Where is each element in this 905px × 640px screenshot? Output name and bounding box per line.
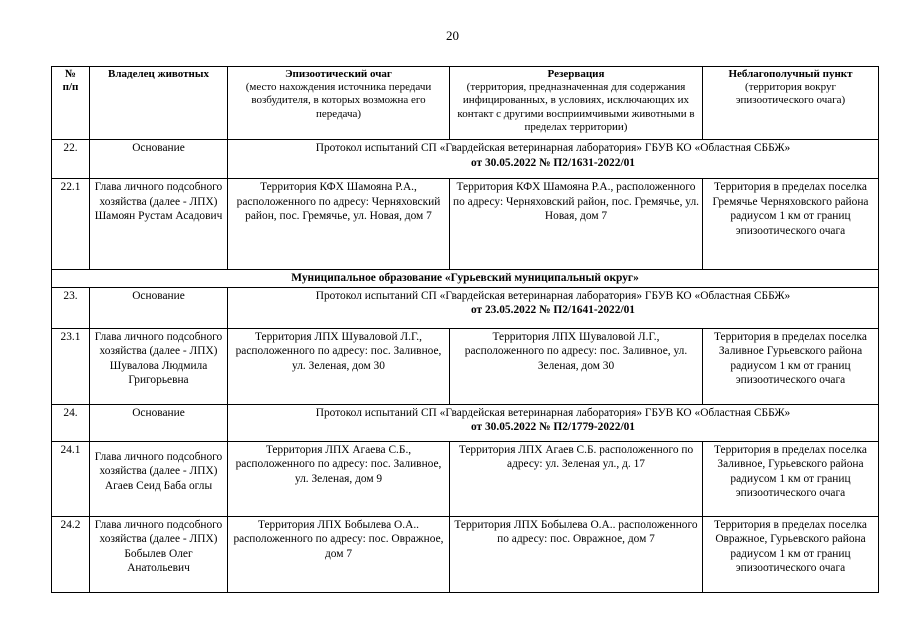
row-num: 23.1 bbox=[52, 328, 90, 404]
page-number: 20 bbox=[446, 28, 459, 43]
area-cell: Территория в пределах поселка Заливное, Гурьевского района радиусом 1 км от границ эпизоотического очага bbox=[703, 441, 879, 516]
owner-cell: Глава личного подсобного хозяйства (далее - ЛПХ) Бобылев Олег Анатольевич bbox=[90, 516, 228, 592]
row-num: 22.1 bbox=[52, 179, 90, 270]
table-row bbox=[52, 179, 879, 270]
reservation-cell: Территория КФХ Шамояна Р.А., расположенного по адресу: Черняховский район, пос. Гремячье, ул. Новая, дом 7 bbox=[450, 179, 703, 270]
header-area: Неблагополучный пункт (территория вокруг эпизоотического очага) bbox=[703, 67, 879, 140]
focus-cell: Территория ЛПХ Шуваловой Л.Г., расположенного по адресу: пос. Заливное, ул. Зеленая, дом 30 bbox=[228, 328, 450, 404]
row-num: 23. bbox=[52, 287, 90, 328]
owner-cell: Глава личного подсобного хозяйства (далее - ЛПХ) Агаев Сеид Баба оглы bbox=[90, 441, 228, 516]
basis-text: Протокол испытаний СП «Гвардейская ветеринарная лаборатория» ГБУВ КО «Областная СББЖ» от 30.05.2022 № П2/1631-2022/01 bbox=[228, 140, 879, 179]
basis-row bbox=[52, 140, 879, 179]
table-row bbox=[52, 441, 879, 516]
table-row bbox=[52, 516, 879, 592]
reservation-cell: Территория ЛПХ Бобылева О.А.. расположенного по адресу: пос. Овражное, дом 7 bbox=[450, 516, 703, 592]
row-num: 24.2 bbox=[52, 516, 90, 592]
table-header-row bbox=[52, 67, 879, 140]
epizootic-table bbox=[51, 66, 879, 593]
section-row bbox=[52, 270, 879, 288]
reservation-cell: Территория ЛПХ Шуваловой Л.Г., расположенного по адресу: пос. Заливное, ул. Зеленая, дом 30 bbox=[450, 328, 703, 404]
area-cell: Территория в пределах поселка Заливное Гурьевского района радиусом 1 км от границ эпизоотического очага bbox=[703, 328, 879, 404]
basis-text: Протокол испытаний СП «Гвардейская ветеринарная лаборатория» ГБУВ КО «Областная СББЖ» от 30.05.2022 № П2/1779-2022/01 bbox=[228, 404, 879, 441]
basis-text: Протокол испытаний СП «Гвардейская ветеринарная лаборатория» ГБУВ КО «Областная СББЖ» от 23.05.2022 № П2/1641-2022/01 bbox=[228, 287, 879, 328]
basis-label: Основание bbox=[90, 287, 228, 328]
focus-cell: Территория КФХ Шамояна Р.А., расположенного по адресу: Черняховский район, пос. Гремячье, ул. Новая, дом 7 bbox=[228, 179, 450, 270]
header-num: № п/п bbox=[52, 67, 90, 140]
header-owner: Владелец животных bbox=[90, 67, 228, 140]
row-num: 24. bbox=[52, 404, 90, 441]
reservation-cell: Территория ЛПХ Агаев С.Б. расположенного по адресу: ул. Зеленая ул., д. 17 bbox=[450, 441, 703, 516]
focus-cell: Территория ЛПХ Бобылева О.А.. расположенного по адресу: пос. Овражное, дом 7 bbox=[228, 516, 450, 592]
header-reservation: Резервация (территория, предназначенная для содержания инфицированных, в условиях, исключающих их контакт с другими восприимчивыми животными в пределах территории) bbox=[450, 67, 703, 140]
row-num: 22. bbox=[52, 140, 90, 179]
owner-cell: Глава личного подсобного хозяйства (далее - ЛПХ) Шувалова Людмила Григорьевна bbox=[90, 328, 228, 404]
table-row bbox=[52, 328, 879, 404]
row-num: 24.1 bbox=[52, 441, 90, 516]
owner-cell: Глава личного подсобного хозяйства (далее - ЛПХ) Шамоян Рустам Асадович bbox=[90, 179, 228, 270]
header-focus: Эпизоотический очаг (место нахождения источника передачи возбудителя, в которых возможна его передача) bbox=[228, 67, 450, 140]
basis-row bbox=[52, 404, 879, 441]
area-cell: Территория в пределах поселка Гремячье Черняховского района радиусом 1 км от границ эпизоотического очага bbox=[703, 179, 879, 270]
focus-cell: Территория ЛПХ Агаева С.Б., расположенного по адресу: пос. Заливное, ул. Зеленая, дом 9 bbox=[228, 441, 450, 516]
basis-label: Основание bbox=[90, 404, 228, 441]
section-title: Муниципальное образование «Гурьевский муниципальный округ» bbox=[52, 270, 879, 288]
area-cell: Территория в пределах поселка Овражное, Гурьевского района радиусом 1 км от границ эпизоотического очага bbox=[703, 516, 879, 592]
basis-label: Основание bbox=[90, 140, 228, 179]
basis-row bbox=[52, 287, 879, 328]
